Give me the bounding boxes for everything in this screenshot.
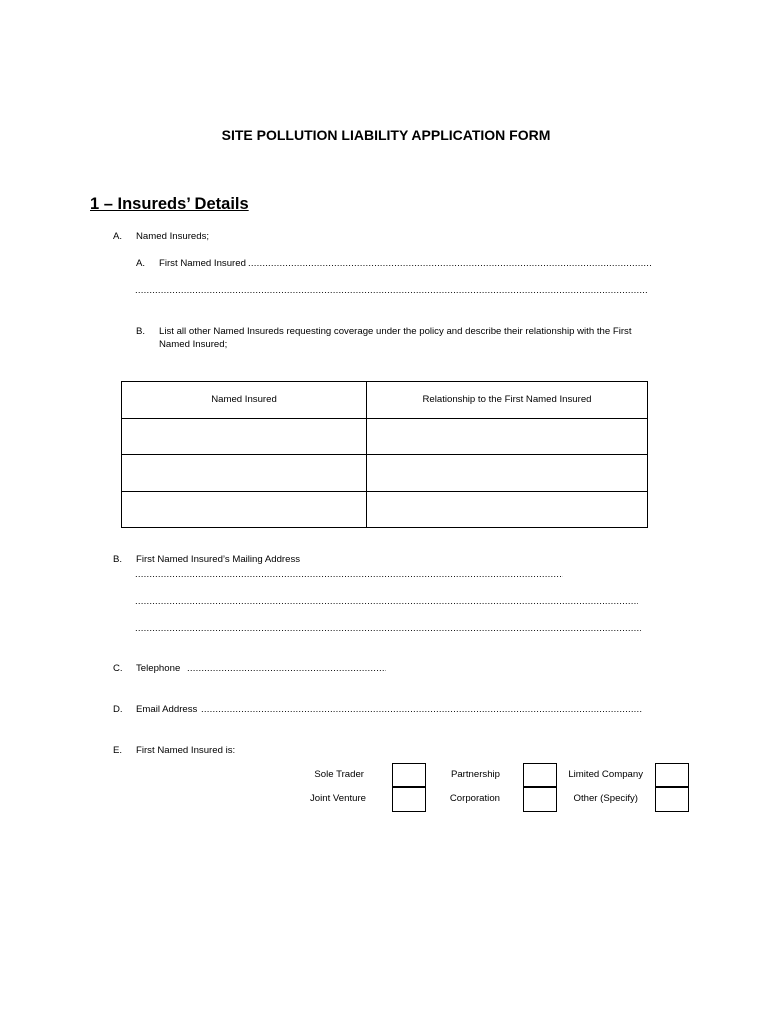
- telephone-field[interactable]: [187, 663, 386, 674]
- table-header-relationship: Relationship to the First Named Insured: [367, 382, 648, 419]
- relationship-cell[interactable]: [367, 418, 648, 455]
- limited-company-checkbox[interactable]: [655, 763, 689, 787]
- form-title: SITE POLLUTION LIABILITY APPLICATION FORM: [221, 127, 551, 143]
- table-header-named-insured: Named Insured: [122, 382, 367, 419]
- option-other-specify-label: Other (Specify): [573, 793, 638, 804]
- table-header-row: [122, 382, 648, 419]
- corporation-checkbox[interactable]: [523, 787, 557, 812]
- option-sole-trader-label: Sole Trader: [314, 769, 364, 780]
- table-row: [122, 455, 648, 492]
- sub-a-letter: A.: [136, 258, 146, 269]
- email-address-label: Email Address: [136, 704, 198, 715]
- relationship-cell[interactable]: [367, 491, 648, 528]
- mailing-address-field-line1[interactable]: [135, 569, 563, 580]
- named-insured-cell[interactable]: [122, 418, 367, 455]
- mailing-address-label: First Named Insured’s Mailing Address: [136, 554, 301, 565]
- option-partnership-label: Partnership: [450, 769, 500, 780]
- other-insureds-instruction-line1: List all other Named Insureds requesting coverage under the policy and describe their relationship with the First: [159, 326, 632, 337]
- named-insured-cell[interactable]: [122, 491, 367, 528]
- option-limited-company-label: Limited Company: [568, 769, 643, 780]
- item-a-letter: A.: [113, 231, 123, 242]
- first-named-insured-field-line2[interactable]: [135, 285, 648, 296]
- table-row: [122, 491, 648, 528]
- item-a-label: Named Insureds;: [136, 231, 210, 242]
- named-insured-cell[interactable]: [122, 455, 367, 492]
- table-row: [122, 418, 648, 455]
- item-d-letter: D.: [113, 704, 123, 715]
- option-corporation-label: Corporation: [449, 793, 500, 804]
- named-insureds-table: [121, 381, 648, 528]
- sub-b-letter: B.: [136, 326, 146, 337]
- relationship-cell[interactable]: [367, 455, 648, 492]
- item-e-letter: E.: [113, 745, 123, 756]
- other-specify-checkbox[interactable]: [655, 787, 689, 812]
- joint-venture-checkbox[interactable]: [392, 787, 426, 812]
- item-b-letter: B.: [113, 554, 123, 565]
- first-named-insured-field[interactable]: [248, 258, 651, 269]
- other-insureds-instruction-line2: Named Insured;: [159, 339, 228, 350]
- option-joint-venture-label: Joint Venture: [309, 793, 366, 804]
- item-c-letter: C.: [113, 663, 123, 674]
- email-address-field[interactable]: [201, 704, 642, 715]
- mailing-address-field-line3[interactable]: [135, 623, 641, 634]
- partnership-checkbox[interactable]: [523, 763, 557, 787]
- first-named-insured-label: First Named Insured: [159, 258, 246, 269]
- sole-trader-checkbox[interactable]: [392, 763, 426, 787]
- section-heading: 1 – Insureds’ Details: [90, 195, 249, 213]
- telephone-label: Telephone: [136, 663, 181, 674]
- entity-type-label: First Named Insured is:: [136, 745, 236, 756]
- mailing-address-field-line2[interactable]: [135, 596, 638, 607]
